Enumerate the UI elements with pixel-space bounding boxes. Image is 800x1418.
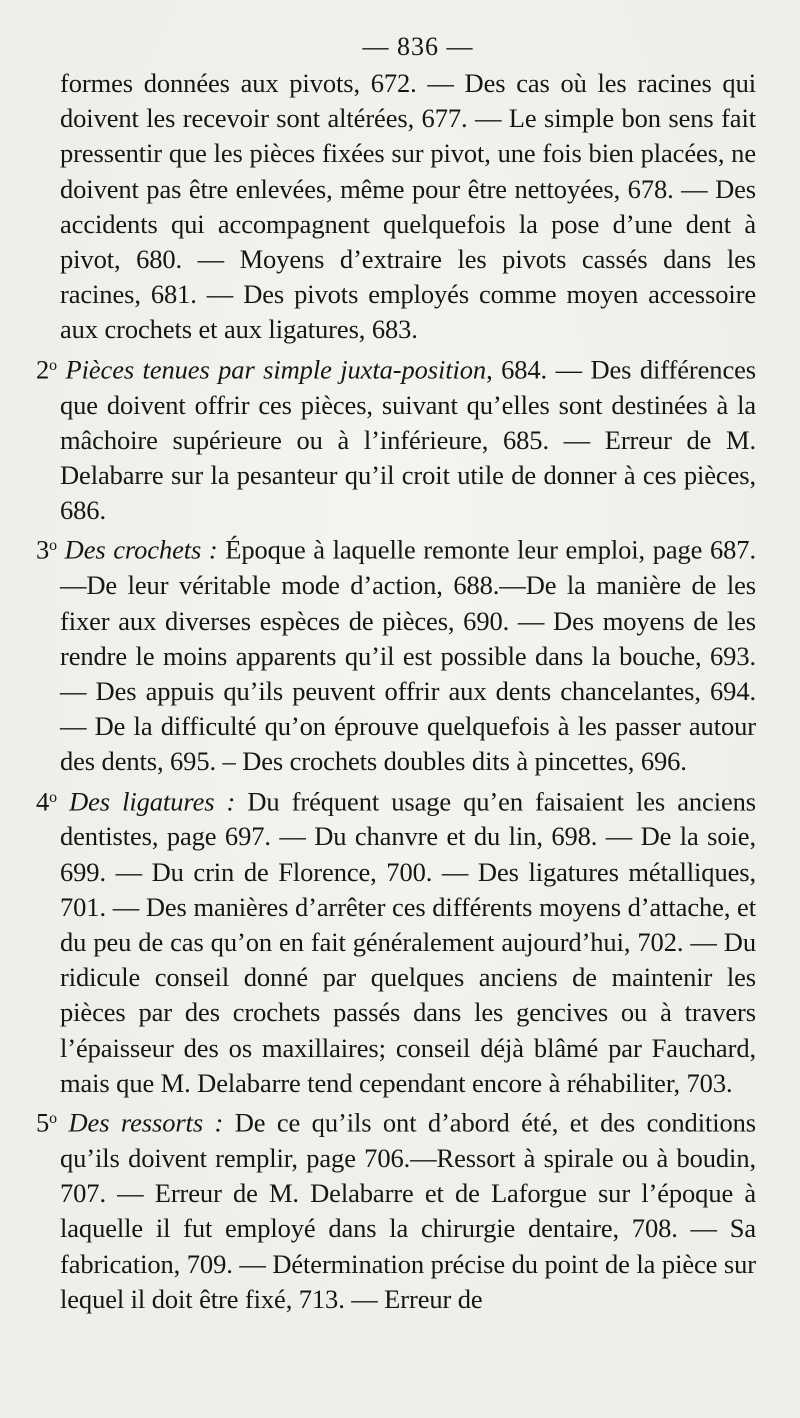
paragraph-item-3: [36, 528, 756, 779]
item-number: 4: [36, 786, 50, 817]
item-heading: Des crochets :: [64, 535, 218, 566]
page-number: — 836 —: [362, 32, 474, 61]
paragraph-continuation: [60, 66, 756, 348]
paragraph-item-2: [36, 348, 756, 529]
index-text: [36, 66, 757, 1317]
item-ordinal: o: [49, 1110, 58, 1128]
item-number: 3: [36, 535, 50, 566]
item-heading: Des ressorts :: [68, 1107, 224, 1138]
item-number: 5: [36, 1107, 50, 1138]
item-heading: Des ligatures :: [69, 786, 236, 817]
paragraph-text: Du fréquent usage qu’en faisaient les anciens dentistes, page 697. — Du chanvre et du lin, 698. — De la soie, 699. — Du crin de Florence, 700. — Des ligatures métalliques, 701. — Des manières d’arrêter ces différents moyens d’attache, et du peu de cas qu’on en fait généralement aujourd’hui, 702. — Du ridicule conseil donné par quelques anciens de maintenir les pièces par des crochets passés dans les gencives ou à travers l’épaisseur des os maxillaires; conseil déjà blâmé par Fauchard, mais que M. Delabarre tend cependant encore à réhabiliter, 703.: [60, 786, 756, 1098]
item-number: 2: [36, 354, 50, 385]
item-ordinal: o: [49, 537, 58, 555]
item-heading: Pièces tenues par simple juxta-position: [65, 354, 487, 385]
paragraph-text: , 684. — Des différences que doivent offrir ces pièces, suivant qu’elles sont destinées à la mâchoire supérieure ou à l’inférieure, 685. — Erreur de M. Delabarre sur la pesanteur qu’il croit utile de donner à ces pièces, 686.: [60, 354, 756, 526]
paragraph-item-5: [36, 1101, 757, 1317]
paragraph-item-4: [36, 780, 756, 1102]
paragraph-text: De ce qu’ils ont d’abord été, et des conditions qu’ils doivent remplir, page 706.—Ressort à spirale ou à boudin, 707. — Erreur de M. Delabarre et de Laforgue sur l’époque à laquelle il fut employé dans la chirurgie dentaire, 708. — Sa fabrication, 709. — Détermination précise du point de la pièce sur lequel il doit être fixé, 713. — Erreur de: [60, 1107, 757, 1314]
paragraph-text: Époque à laquelle remonte leur emploi, page 687.—De leur véritable mode d’action, 688.—De la manière de les fixer aux diverses espèces de pièces, 690. — Des moyens de les rendre le moins apparents qu’il est possible dans la bouche, 693. — Des appuis qu’ils peuvent offrir aux dents chancelantes, 694. — De la difficulté qu’on éprouve quelquefois à les passer autour des dents, 695. – Des crochets doubles dits à pincettes, 696.: [60, 535, 756, 777]
item-ordinal: o: [49, 788, 58, 806]
paragraph-text: formes données aux pivots, 672. — Des cas où les racines qui doivent les recevoir sont altérées, 677. — Le simple bon sens fait pressentir que les pièces fixées sur pivot, une fois bien placées, ne doivent pas être enlevées, même pour être nettoyées, 678. — Des accidents qui accompagnent quelquefois la pose d’une dent à pivot, 680. — Moyens d’extraire les pivots cassés dans les racines, 681. — Des pivots employés comme moyen accessoire aux crochets et aux ligatures, 683.: [60, 68, 756, 345]
item-ordinal: o: [49, 356, 58, 374]
